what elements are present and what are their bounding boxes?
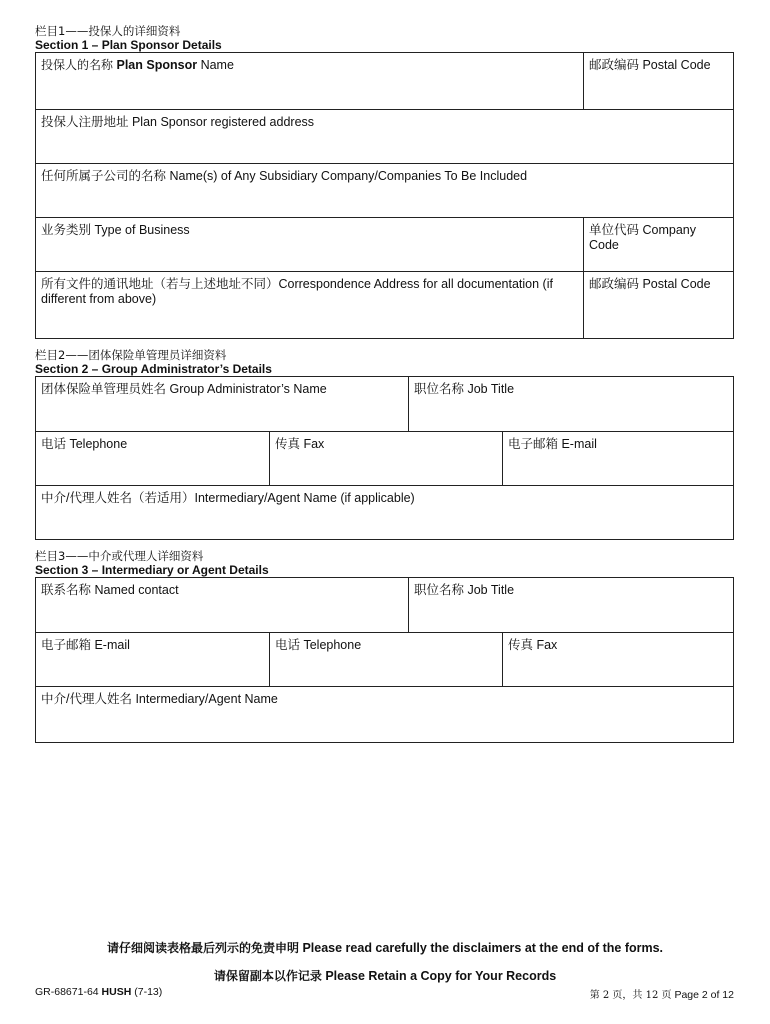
disclaimer-en: Please read carefully the disclaimers at the end of the forms. [302, 941, 664, 955]
admin-telephone-field[interactable] [36, 432, 269, 485]
agent-email-label: 电子邮箱 E-mail [41, 638, 130, 652]
agent-fax-field[interactable] [502, 633, 733, 686]
agent-job-title-label: 职位名称 Job Title [414, 583, 515, 597]
named-contact-label: 联系名称 Named contact [41, 583, 179, 597]
postal-code-label-2: 邮政编码 Postal Code [589, 277, 711, 291]
section-3-heading-cn: 栏目3——中介或代理人详细资料 [35, 549, 204, 563]
form-code-number: GR-68671-64 [35, 986, 99, 998]
form-code [35, 986, 162, 998]
company-code-field[interactable] [583, 218, 733, 271]
admin-job-title-field[interactable] [408, 377, 733, 431]
section-2-heading-cn: 栏目2——团体保险单管理员详细资料 [35, 348, 227, 362]
admin-name-label: 团体保险单管理员姓名 Group Administrator’s Name [41, 382, 327, 396]
agent-fax-label: 传真 Fax [508, 638, 558, 652]
section-2-heading [35, 348, 272, 376]
section-1-heading-en: Section 1 – Plan Sponsor Details [35, 38, 222, 52]
admin-intermediary-field[interactable] [36, 486, 733, 539]
correspondence-address-field[interactable] [36, 272, 583, 338]
section-3-heading-en: Section 3 – Intermediary or Agent Details [35, 563, 269, 577]
business-type-label: 业务类别 Type of Business [41, 223, 190, 237]
business-type-field[interactable] [36, 218, 583, 271]
subsidiary-companies-label: 任何所属子公司的名称 Name(s) of Any Subsidiary Company/Companies To Be Included [41, 169, 528, 183]
correspondence-address-label: 所有文件的通讯地址（若与上述地址不同）Correspondence Address for all documentation (if different from above) [41, 277, 553, 306]
page-number [590, 986, 734, 1001]
page-number-en: Page 2 of 12 [674, 989, 734, 1001]
agent-telephone-field[interactable] [269, 633, 502, 686]
page-number-cn: 第 2 页，共 12 页 [589, 990, 672, 1001]
plan-sponsor-name-en-bold: Plan Sponsor [116, 58, 198, 72]
section-1-table [35, 52, 734, 339]
postal-code-label-1: 邮政编码 Postal Code [589, 58, 711, 72]
plan-sponsor-name-cn: 投保人的名称 [41, 58, 114, 72]
form-code-bold: HUSH [101, 986, 132, 998]
company-code-label: 单位代码 Company Code [589, 223, 696, 252]
section-2-heading-en: Section 2 – Group Administrator’s Details [35, 362, 272, 376]
admin-job-title-label: 职位名称 Job Title [414, 382, 515, 396]
disclaimer-note [0, 939, 770, 956]
admin-email-label: 电子邮箱 E-mail [508, 437, 597, 451]
disclaimer-cn: 请仔细阅读表格最后列示的免责申明 [106, 941, 299, 955]
plan-sponsor-name-en: Name [200, 58, 234, 72]
registered-address-label: 投保人注册地址 Plan Sponsor registered address [41, 115, 315, 129]
section-3-table [35, 577, 734, 743]
section-1-heading [35, 24, 222, 52]
subsidiary-companies-field[interactable] [36, 164, 733, 217]
retain-copy-note [0, 967, 770, 984]
agent-telephone-label: 电话 Telephone [275, 638, 362, 652]
admin-intermediary-label: 中介/代理人姓名（若适用）Intermediary/Agent Name (if applicable) [41, 491, 415, 505]
section-1-heading-cn: 栏目1——投保人的详细资料 [35, 24, 181, 38]
agent-job-title-field[interactable] [408, 578, 733, 632]
plan-sponsor-name-field[interactable] [36, 53, 583, 109]
retain-cn: 请保留副本以作记录 [213, 969, 322, 983]
admin-name-field[interactable] [36, 377, 408, 431]
registered-address-field[interactable] [36, 110, 733, 163]
admin-email-field[interactable] [502, 432, 733, 485]
agent-email-field[interactable] [36, 633, 269, 686]
admin-fax-field[interactable] [269, 432, 502, 485]
form-code-date: (7-13) [134, 986, 163, 998]
admin-telephone-label: 电话 Telephone [41, 437, 128, 451]
admin-fax-label: 传真 Fax [275, 437, 325, 451]
agent-name-label: 中介/代理人姓名 Intermediary/Agent Name [41, 692, 278, 706]
postal-code-field-1[interactable] [583, 53, 733, 109]
retain-en: Please Retain a Copy for Your Records [325, 969, 557, 983]
named-contact-field[interactable] [36, 578, 408, 632]
agent-name-field[interactable] [36, 687, 733, 742]
section-2-table [35, 376, 734, 540]
postal-code-field-2[interactable] [583, 272, 733, 338]
section-3-heading [35, 549, 269, 577]
